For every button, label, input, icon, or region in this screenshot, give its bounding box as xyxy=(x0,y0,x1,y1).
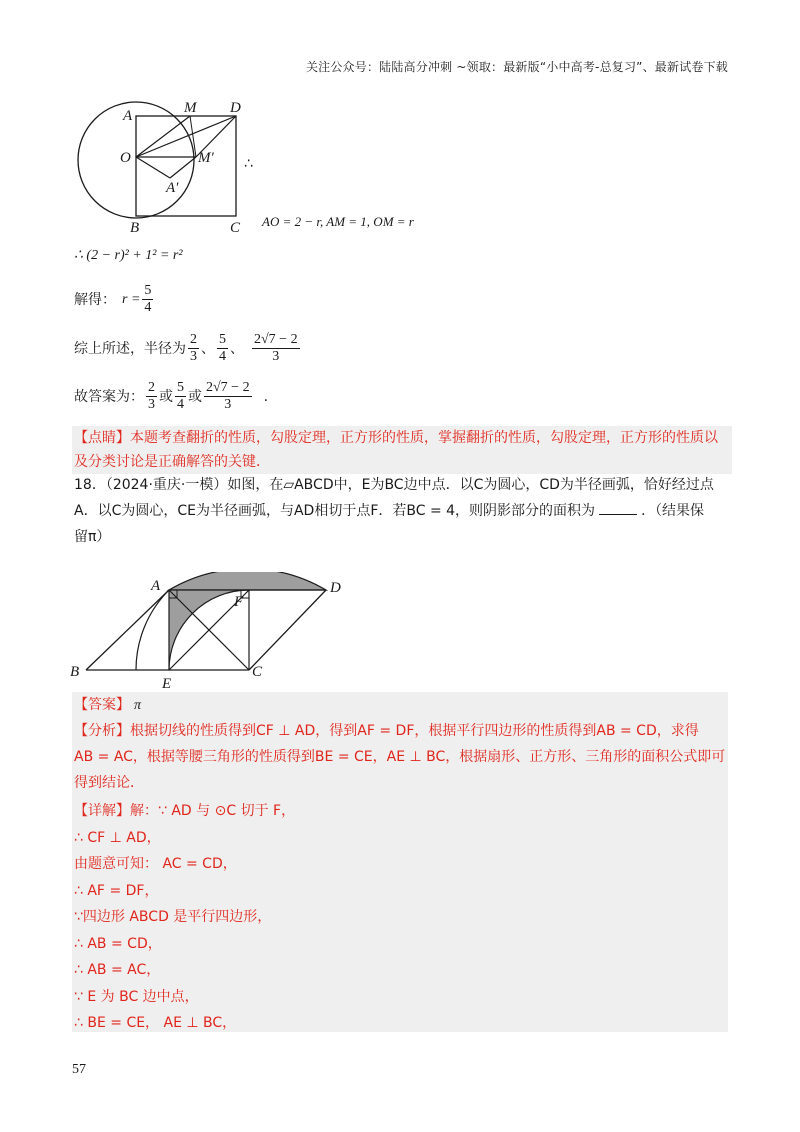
page-header: 关注公众号：陆陆高分冲刺 ~领取：最新版“小中高考-总复习”、最新试卷下载 xyxy=(305,60,728,74)
fig2-label: D xyxy=(330,580,341,596)
answer-prev-label: 故答案为： xyxy=(74,388,144,405)
problem-line-2: A．以C为圆心，CE为半径画弧，与AD相切于点F．若BC = 4，则阴影部分的面积为 ．（结果保 xyxy=(74,498,734,524)
fig1-label: M xyxy=(184,100,197,116)
equation-pythagoras: ∴ (2 − r)² + 1² = r² xyxy=(74,248,183,263)
fig1-label: M′ xyxy=(198,150,214,166)
detail-line: ∴ BE = CE， AE ⊥ BC， xyxy=(74,1015,237,1031)
or-text: 或 xyxy=(159,388,173,405)
detail-block xyxy=(74,798,728,1037)
side-equations: AO = 2 − r, AM = 1, OM = r xyxy=(262,214,414,229)
fraction-two-thirds: $\frac{2}{3}$ xyxy=(190,332,197,364)
fig1-label: O xyxy=(120,150,131,166)
detail-line: ∴ AF = DF， xyxy=(74,882,159,899)
analysis-line-2: AB = AC，根据等腰三角形的性质得到BE = CE，AE ⊥ BC，根据扇形、正方形、三角形的面积公式即可 xyxy=(74,749,726,765)
summary-label: 综上所述，半径为 xyxy=(74,340,186,357)
shaded-segment-top xyxy=(169,572,326,590)
segment-oa-prime xyxy=(136,157,170,178)
fig2-label: E xyxy=(162,676,172,690)
segment-od xyxy=(136,116,236,157)
fig2-label: F xyxy=(234,594,244,610)
fig1-label: A xyxy=(123,108,133,124)
page-number: 57 xyxy=(72,1062,86,1077)
fraction-root-seven: $\frac{2√7 - 2}{3}$ xyxy=(206,380,250,412)
summary-line xyxy=(74,332,302,365)
problem-18 xyxy=(74,472,734,550)
answer-prev-line xyxy=(74,380,268,413)
answer-line xyxy=(74,694,141,717)
solve-r: r = xyxy=(122,291,141,307)
summary-separator: 、 xyxy=(230,340,244,357)
answer-tag: 【答案】 xyxy=(74,697,130,713)
fig1-label: D xyxy=(230,100,241,116)
segment-om xyxy=(136,116,190,157)
detail-line: ∵ E 为 BC 边中点， xyxy=(74,988,199,1005)
detail-line: 由题意可知： AC = CD， xyxy=(74,856,237,872)
detail-line: ∵四边形 ABCD 是平行四边形， xyxy=(74,909,272,925)
summary-separator: 、 xyxy=(201,340,215,357)
figure-parallelogram xyxy=(64,572,364,690)
problem-line-3: 留π） xyxy=(74,529,111,545)
side-cd xyxy=(249,590,326,670)
fig1-label: C xyxy=(230,220,241,236)
analysis-block xyxy=(74,718,728,796)
detail-line: 【详解】解：∵ AD 与 ⊙C 切于 F， xyxy=(74,803,296,819)
fraction-five-fourths: $\frac{5}{4}$ xyxy=(177,380,184,412)
detail-line: ∴ CF ⊥ AD， xyxy=(74,829,161,846)
or-text: 或 xyxy=(188,388,202,405)
analysis-line-1: 【分析】根据切线的性质得到CF ⊥ AD，得到AF = DF，根据平行四边形的性质得到AB = CD，求得 xyxy=(74,723,699,739)
fig2-label: C xyxy=(252,664,263,680)
fig1-label: B xyxy=(130,220,140,236)
solve-label: 解得： xyxy=(74,291,116,308)
answer-value: π xyxy=(134,698,142,713)
side-ab xyxy=(86,590,169,670)
answer-blank xyxy=(599,500,637,515)
comment-block: 【点睛】本题考查翻折的性质，勾股定理，正方形的性质，掌握翻折的性质，勾股定理，正方形的性质以及分类讨论是正确解答的关键． xyxy=(72,426,732,474)
detail-line: ∴ AB = CD， xyxy=(74,935,162,952)
fraction-root-seven: $\frac{2√7 - 2}{3}$ xyxy=(254,332,298,364)
problem-line-1: 18．（2024·重庆·一模）如图，在▱ABCD中，E为BC边中点．以C为圆心，CD为半径画弧，恰好经过点 xyxy=(74,477,714,493)
end-period: . xyxy=(263,388,269,405)
fig1-label: A′ xyxy=(166,180,179,196)
solve-line xyxy=(74,283,155,316)
fraction-two-thirds: $\frac{2}{3}$ xyxy=(148,380,155,412)
arc-through-a xyxy=(136,590,169,670)
analysis-line-3: 得到结论． xyxy=(74,775,144,791)
fraction-r: $\frac{5}{4}$ xyxy=(144,283,152,315)
figure-circle-square xyxy=(60,98,270,238)
fraction-five-fourths: $\frac{5}{4}$ xyxy=(219,332,226,364)
fig2-label: A xyxy=(151,578,161,594)
fig2-label: B xyxy=(70,664,80,680)
detail-line: ∴ AB = AC， xyxy=(74,962,161,978)
therefore-mark: ∴ xyxy=(244,156,253,172)
